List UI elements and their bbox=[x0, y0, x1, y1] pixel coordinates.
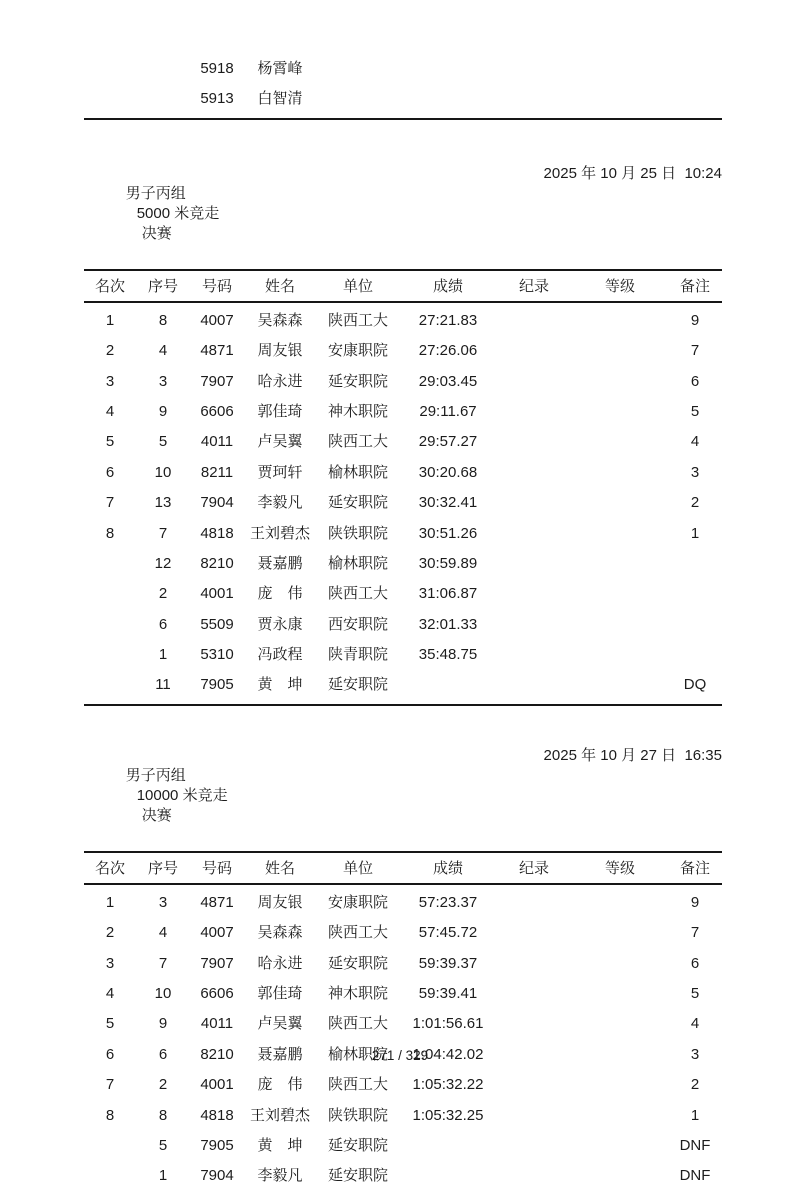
order-cell: 7 bbox=[158, 954, 168, 972]
bib-cell: 4001 bbox=[200, 1076, 234, 1094]
col-header-grade: 等级 bbox=[604, 278, 635, 296]
rank-cell: 7 bbox=[105, 1076, 115, 1094]
bib-cell: 8211 bbox=[200, 463, 234, 481]
note-cell: 4 bbox=[690, 1015, 700, 1033]
name-cell: 李毅凡 bbox=[257, 494, 303, 512]
order-cell: 2 bbox=[158, 1076, 168, 1094]
order-cell: 5 bbox=[158, 433, 168, 451]
table-row bbox=[84, 979, 722, 1009]
results-table-10000m bbox=[84, 885, 722, 1192]
team-cell: 神木职院 bbox=[327, 402, 388, 420]
rank-cell: 8 bbox=[105, 524, 115, 542]
note-cell: 5 bbox=[690, 402, 700, 420]
table-header bbox=[84, 269, 722, 303]
result-cell: 32:01.33 bbox=[418, 615, 478, 633]
bib-cell: 4011 bbox=[200, 1015, 234, 1033]
order-cell: 5 bbox=[158, 1136, 168, 1154]
note-cell: 7 bbox=[690, 342, 700, 360]
name-cell: 贾永康 bbox=[257, 615, 303, 633]
col-header-order: 序号 bbox=[147, 860, 178, 878]
rank-cell: 1 bbox=[105, 893, 115, 911]
col-header-name: 姓名 bbox=[264, 860, 295, 878]
table-row bbox=[84, 1161, 722, 1191]
note-cell: 6 bbox=[690, 954, 700, 972]
team-cell: 延安职院 bbox=[327, 372, 388, 390]
bib-cell: 5913 bbox=[200, 90, 234, 108]
event-title bbox=[84, 164, 219, 264]
rank-cell: 6 bbox=[105, 463, 115, 481]
col-header-record: 纪录 bbox=[518, 860, 549, 878]
results-table-5000m bbox=[84, 303, 722, 706]
team-cell: 延安职院 bbox=[327, 494, 388, 512]
name-cell: 贾珂轩 bbox=[257, 463, 303, 481]
table-row bbox=[84, 367, 722, 397]
order-cell: 12 bbox=[154, 554, 172, 572]
team-cell: 西安职院 bbox=[327, 615, 388, 633]
name-cell: 聂嘉鹏 bbox=[257, 1045, 303, 1063]
col-header-name: 姓名 bbox=[264, 278, 295, 296]
bib-cell: 4007 bbox=[200, 311, 234, 329]
rank-cell: 5 bbox=[105, 1015, 115, 1033]
rank-cell: 7 bbox=[105, 494, 115, 512]
order-cell: 9 bbox=[158, 1015, 168, 1033]
team-cell: 榆林职院 bbox=[327, 463, 388, 481]
bib-cell: 4871 bbox=[200, 893, 234, 911]
order-cell: 1 bbox=[158, 646, 168, 664]
carryover-table bbox=[84, 54, 722, 120]
col-header-rank: 名次 bbox=[94, 860, 125, 878]
col-header-team: 单位 bbox=[342, 860, 373, 878]
event-datetime: 2025 年 10 月 27 日 16:35 bbox=[543, 746, 722, 764]
col-header-bib: 号码 bbox=[201, 860, 232, 878]
bib-cell: 7904 bbox=[200, 1167, 234, 1185]
result-cell: 30:32.41 bbox=[418, 494, 478, 512]
note-cell: 5 bbox=[690, 985, 700, 1003]
order-cell: 3 bbox=[158, 893, 168, 911]
table-row bbox=[84, 1101, 722, 1131]
team-cell: 延安职院 bbox=[327, 1167, 388, 1185]
name-cell: 杨霄峰 bbox=[257, 60, 303, 77]
note-cell: 3 bbox=[690, 1045, 700, 1063]
name-cell: 吴森森 bbox=[257, 924, 303, 942]
table-row bbox=[84, 579, 722, 609]
name-cell: 哈永进 bbox=[257, 372, 303, 390]
bib-cell: 8210 bbox=[200, 554, 234, 572]
result-cell: 1:01:56.61 bbox=[412, 1015, 484, 1033]
table-row bbox=[84, 549, 722, 579]
result-cell: 59:39.37 bbox=[418, 954, 478, 972]
event-title bbox=[84, 746, 228, 846]
col-header-order: 序号 bbox=[147, 278, 178, 296]
order-cell: 6 bbox=[158, 615, 168, 633]
order-cell: 3 bbox=[158, 372, 168, 390]
team-cell: 延安职院 bbox=[327, 954, 388, 972]
table-row bbox=[84, 1009, 722, 1039]
table-row bbox=[84, 640, 722, 670]
team-cell: 安康职院 bbox=[327, 342, 388, 360]
note-cell: 9 bbox=[690, 311, 700, 329]
order-cell: 11 bbox=[155, 676, 171, 694]
note-cell: DNF bbox=[679, 1136, 711, 1154]
result-cell: 30:51.26 bbox=[418, 524, 478, 542]
order-cell: 8 bbox=[158, 1106, 168, 1124]
note-cell: 7 bbox=[690, 924, 700, 942]
order-cell: 4 bbox=[158, 342, 168, 360]
result-cell: 1:05:32.25 bbox=[412, 1106, 484, 1124]
document-body bbox=[84, 0, 722, 1192]
bib-cell: 4011 bbox=[200, 433, 234, 451]
order-cell: 2 bbox=[158, 585, 168, 603]
name-cell: 聂嘉鹏 bbox=[257, 554, 303, 572]
bib-cell: 7907 bbox=[200, 954, 234, 972]
event-label: 5000 米竞走 bbox=[136, 204, 220, 222]
rank-cell: 8 bbox=[105, 1106, 115, 1124]
result-cell: 30:20.68 bbox=[418, 463, 478, 481]
page-number: 271 / 329 bbox=[371, 1048, 429, 1063]
name-cell: 王刘碧杰 bbox=[249, 1106, 310, 1124]
name-cell: 卢吴翼 bbox=[257, 433, 303, 451]
rank-cell: 3 bbox=[105, 954, 115, 972]
result-cell: 27:26.06 bbox=[418, 342, 478, 360]
bib-cell: 4818 bbox=[200, 524, 234, 542]
bib-cell: 8210 bbox=[200, 1045, 234, 1063]
team-cell: 陕西工大 bbox=[327, 924, 388, 942]
col-header-result: 成绩 bbox=[432, 860, 463, 878]
result-cell: 31:06.87 bbox=[418, 585, 478, 603]
bib-cell: 6606 bbox=[200, 402, 234, 420]
order-cell: 10 bbox=[154, 463, 172, 481]
order-cell: 8 bbox=[158, 311, 168, 329]
team-cell: 陕西工大 bbox=[327, 1076, 388, 1094]
table-row bbox=[84, 336, 722, 366]
bib-cell: 5918 bbox=[200, 60, 234, 77]
bib-cell: 7907 bbox=[200, 372, 234, 390]
round-label: 决赛 bbox=[141, 806, 172, 824]
rank-cell: 6 bbox=[105, 1045, 115, 1063]
name-cell: 周友银 bbox=[257, 893, 303, 911]
rank-cell: 4 bbox=[105, 985, 115, 1003]
name-cell: 李毅凡 bbox=[257, 1167, 303, 1185]
bib-cell: 6606 bbox=[200, 985, 234, 1003]
group-label: 男子丙组 bbox=[125, 184, 186, 202]
table-row bbox=[84, 610, 722, 640]
order-cell: 10 bbox=[154, 985, 172, 1003]
name-cell: 冯政程 bbox=[257, 646, 303, 664]
round-label: 决赛 bbox=[141, 224, 172, 242]
order-cell: 6 bbox=[158, 1045, 168, 1063]
bib-cell: 5310 bbox=[200, 646, 234, 664]
name-cell: 庞 伟 bbox=[257, 585, 303, 603]
note-cell: 2 bbox=[690, 1076, 700, 1094]
result-cell: 29:57.27 bbox=[418, 433, 478, 451]
name-cell: 卢吴翼 bbox=[257, 1015, 303, 1033]
section-10000m-race-walk bbox=[84, 746, 722, 1192]
section-title-row bbox=[84, 746, 722, 846]
team-cell: 陕西工大 bbox=[327, 585, 388, 603]
rank-cell: 2 bbox=[105, 924, 115, 942]
result-cell: 57:23.37 bbox=[418, 893, 478, 911]
rank-cell: 5 bbox=[105, 433, 115, 451]
team-cell: 安康职院 bbox=[327, 893, 388, 911]
name-cell: 黄 坤 bbox=[257, 1136, 303, 1154]
rank-cell: 1 bbox=[105, 311, 115, 329]
name-cell: 郭佳琦 bbox=[257, 402, 303, 420]
rank-cell: 3 bbox=[105, 372, 115, 390]
table-row bbox=[84, 1131, 722, 1161]
team-cell: 榆林职院 bbox=[327, 1045, 388, 1063]
bib-cell: 7905 bbox=[200, 676, 234, 694]
result-cell: 30:59.89 bbox=[418, 554, 478, 572]
result-cell: 59:39.41 bbox=[418, 985, 478, 1003]
bib-cell: 4007 bbox=[200, 924, 234, 942]
table-row bbox=[84, 54, 722, 84]
section-title-row bbox=[84, 164, 722, 264]
table-row bbox=[84, 1070, 722, 1100]
table-row bbox=[84, 458, 722, 488]
order-cell: 1 bbox=[158, 1167, 168, 1185]
col-header-result: 成绩 bbox=[432, 278, 463, 296]
section-5000m-race-walk bbox=[84, 164, 722, 706]
team-cell: 神木职院 bbox=[327, 985, 388, 1003]
team-cell: 延安职院 bbox=[327, 1136, 388, 1154]
team-cell: 陕铁职院 bbox=[327, 1106, 388, 1124]
team-cell: 榆林职院 bbox=[327, 554, 388, 572]
order-cell: 13 bbox=[154, 494, 172, 512]
note-cell: DQ bbox=[683, 676, 707, 694]
col-header-record: 纪录 bbox=[518, 278, 549, 296]
table-header bbox=[84, 851, 722, 885]
result-cell: 57:45.72 bbox=[418, 924, 478, 942]
note-cell: 3 bbox=[690, 463, 700, 481]
name-cell: 白智清 bbox=[257, 90, 303, 108]
team-cell: 陕青职院 bbox=[327, 646, 388, 664]
col-header-note: 备注 bbox=[679, 278, 710, 296]
note-cell: 2 bbox=[690, 494, 700, 512]
note-cell: 1 bbox=[690, 1106, 700, 1124]
table-row bbox=[84, 888, 722, 918]
group-label: 男子丙组 bbox=[125, 766, 186, 784]
team-cell: 陕西工大 bbox=[327, 1015, 388, 1033]
table-row bbox=[84, 488, 722, 518]
name-cell: 王刘碧杰 bbox=[249, 524, 310, 542]
bib-cell: 4871 bbox=[200, 342, 234, 360]
note-cell: 1 bbox=[690, 524, 700, 542]
result-cell: 29:03.45 bbox=[418, 372, 478, 390]
table-row bbox=[84, 918, 722, 948]
result-cell: 29:11.67 bbox=[419, 402, 477, 420]
note-cell: 4 bbox=[690, 433, 700, 451]
name-cell: 吴森森 bbox=[257, 311, 303, 329]
table-row bbox=[84, 306, 722, 336]
result-cell: 35:48.75 bbox=[418, 646, 478, 664]
rank-cell: 4 bbox=[105, 402, 115, 420]
bib-cell: 4818 bbox=[200, 1106, 234, 1124]
name-cell: 郭佳琦 bbox=[257, 985, 303, 1003]
result-cell: 27:21.83 bbox=[418, 311, 478, 329]
col-header-grade: 等级 bbox=[604, 860, 635, 878]
rank-cell: 2 bbox=[105, 342, 115, 360]
col-header-rank: 名次 bbox=[94, 278, 125, 296]
team-cell: 延安职院 bbox=[327, 676, 388, 694]
bib-cell: 5509 bbox=[200, 615, 234, 633]
col-header-note: 备注 bbox=[679, 860, 710, 878]
team-cell: 陕西工大 bbox=[327, 433, 388, 451]
order-cell: 7 bbox=[158, 524, 168, 542]
team-cell: 陕西工大 bbox=[327, 311, 388, 329]
name-cell: 哈永进 bbox=[257, 954, 303, 972]
bib-cell: 4001 bbox=[200, 585, 234, 603]
table-row bbox=[84, 427, 722, 457]
event-datetime: 2025 年 10 月 25 日 10:24 bbox=[543, 164, 722, 182]
team-cell: 陕铁职院 bbox=[327, 524, 388, 542]
bib-cell: 7905 bbox=[200, 1136, 234, 1154]
note-cell: DNF bbox=[679, 1167, 711, 1185]
col-header-bib: 号码 bbox=[201, 278, 232, 296]
name-cell: 庞 伟 bbox=[257, 1076, 303, 1094]
order-cell: 9 bbox=[158, 402, 168, 420]
note-cell: 6 bbox=[690, 372, 700, 390]
table-row bbox=[84, 397, 722, 427]
col-header-team: 单位 bbox=[342, 278, 373, 296]
order-cell: 4 bbox=[158, 924, 168, 942]
table-row bbox=[84, 519, 722, 549]
table-row bbox=[84, 670, 722, 700]
table-row bbox=[84, 84, 722, 114]
result-cell: 1:05:32.22 bbox=[412, 1076, 484, 1094]
note-cell: 9 bbox=[690, 893, 700, 911]
event-label: 10000 米竞走 bbox=[136, 786, 228, 804]
result-cell: 1:04:42.02 bbox=[412, 1045, 484, 1063]
bib-cell: 7904 bbox=[200, 494, 234, 512]
name-cell: 黄 坤 bbox=[257, 676, 303, 694]
table-row bbox=[84, 949, 722, 979]
name-cell: 周友银 bbox=[257, 342, 303, 360]
